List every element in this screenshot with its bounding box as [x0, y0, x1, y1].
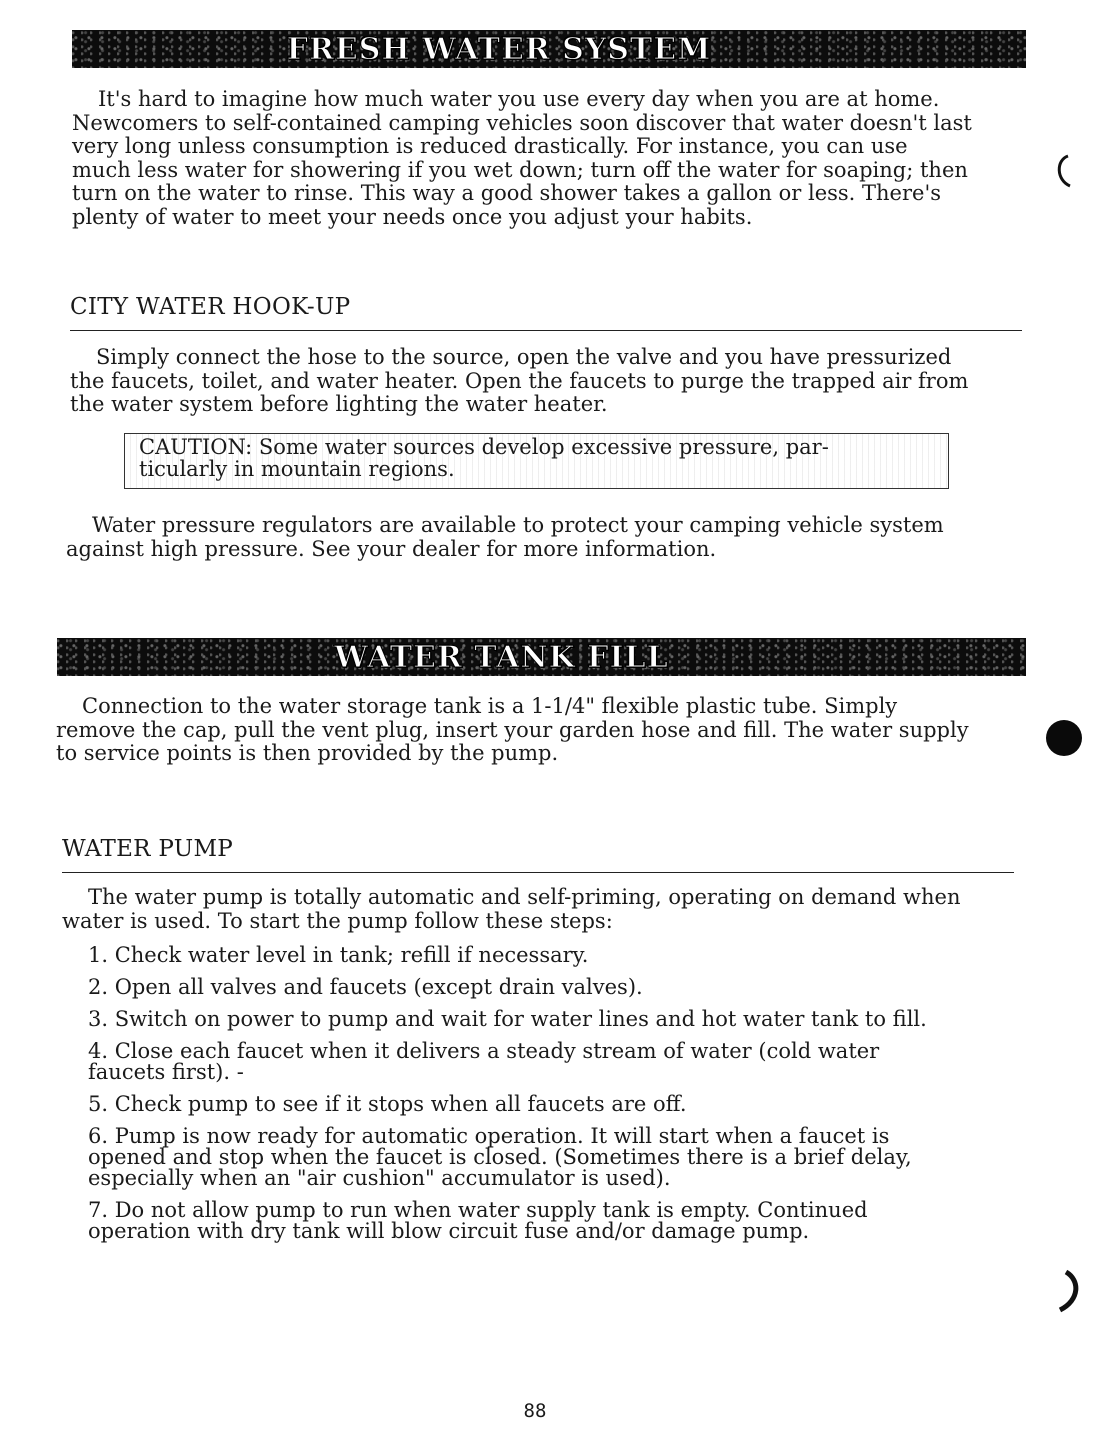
list-item	[88, 1126, 1008, 1189]
text-line: Newcomers to self-contained camping vehicles soon discover that water doesn't last	[72, 110, 972, 135]
text-line: operation with dry tank will blow circuit fuse and/or damage pump.	[88, 1219, 810, 1243]
text-line: to service points is then provided by the pump.	[56, 741, 559, 765]
binder-hole-mark-bottom	[1040, 1266, 1084, 1316]
section-banner-tank-fill	[57, 638, 1026, 676]
list-item	[88, 1200, 1008, 1242]
water-pump-intro	[62, 886, 1012, 933]
text-line: 1. Check water level in tank; refill if necessary.	[88, 943, 589, 967]
list-item	[88, 945, 1008, 966]
text-line: 6. Pump is now ready for automatic operation. It will start when a faucet is	[88, 1124, 890, 1148]
tank-fill-body	[56, 695, 1016, 766]
section-heading-water-pump: WATER PUMP	[62, 836, 234, 862]
text-line: the water system before lighting the water heater.	[70, 392, 608, 416]
text-line: very long unless consumption is reduced drastically. For instance, you can use	[72, 134, 908, 158]
binder-hole-mark-top	[1040, 150, 1080, 194]
section-banner-fresh-water	[72, 30, 1026, 68]
text-line: 4. Close each faucet when it delivers a steady stream of water (cold water	[88, 1039, 880, 1063]
caution-line: CAUTION: Some water sources develop excessive pressure, par-	[139, 435, 829, 459]
text-line: remove the cap, pull the vent plug, insert your garden hose and fill. The water supply	[56, 717, 969, 742]
text-line: 5. Check pump to see if it stops when all faucets are off.	[88, 1092, 687, 1116]
text-line: water is used. To start the pump follow these steps:	[62, 908, 613, 933]
section-heading-city-water: CITY WATER HOOK-UP	[70, 294, 351, 320]
text-line: 3. Switch on power to pump and wait for water lines and hot water tank to fill.	[88, 1007, 927, 1031]
text-line: Simply connect the hose to the source, open the valve and you have pressurized	[96, 345, 952, 369]
text-line: 7. Do not allow pump to run when water supply tank is empty. Continued	[88, 1198, 868, 1222]
caution-box	[124, 433, 949, 489]
text-line: turn on the water to rinse. This way a good shower takes a gallon or less. There's	[72, 181, 941, 205]
fresh-water-intro	[72, 88, 1012, 229]
banner-title: FRESH WATER SYSTEM	[286, 31, 712, 67]
list-item	[88, 977, 1008, 998]
text-line: faucets first). -	[88, 1060, 244, 1084]
city-water-body	[70, 346, 1010, 417]
pressure-regulators-note	[66, 514, 1006, 561]
list-item	[88, 1041, 1008, 1083]
text-line: The water pump is totally automatic and self-priming, operating on demand when	[88, 885, 961, 909]
text-line: the faucets, toilet, and water heater. Open the faucets to purge the trapped air from	[70, 368, 969, 393]
text-line: It's hard to imagine how much water you use every day when you are at home.	[98, 87, 940, 111]
caution-line: ticularly in mountain regions.	[139, 457, 455, 481]
text-line: opened and stop when the faucet is closed. (Sometimes there is a brief delay,	[88, 1145, 912, 1169]
banner-title: WATER TANK FILL	[334, 639, 669, 675]
list-item	[88, 1009, 1008, 1030]
binder-hole-mark-middle	[1030, 708, 1086, 764]
list-item	[88, 1094, 1008, 1115]
text-line: Water pressure regulators are available to protect your camping vehicle system	[92, 513, 944, 537]
page-number: 88	[523, 1400, 547, 1422]
section-divider	[62, 872, 1014, 873]
text-line: especially when an "air cushion" accumulator is used).	[88, 1166, 671, 1190]
text-line: much less water for showering if you wet down; turn off the water for soaping; then	[72, 157, 968, 182]
text-line: against high pressure. See your dealer for more information.	[66, 536, 717, 561]
pump-start-steps	[88, 945, 1008, 1253]
text-line: plenty of water to meet your needs once you adjust your habits.	[72, 204, 753, 229]
text-line: Connection to the water storage tank is a 1-1/4" flexible plastic tube. Simply	[82, 694, 898, 718]
section-divider	[70, 330, 1022, 331]
text-line: 2. Open all valves and faucets (except drain valves).	[88, 975, 643, 999]
